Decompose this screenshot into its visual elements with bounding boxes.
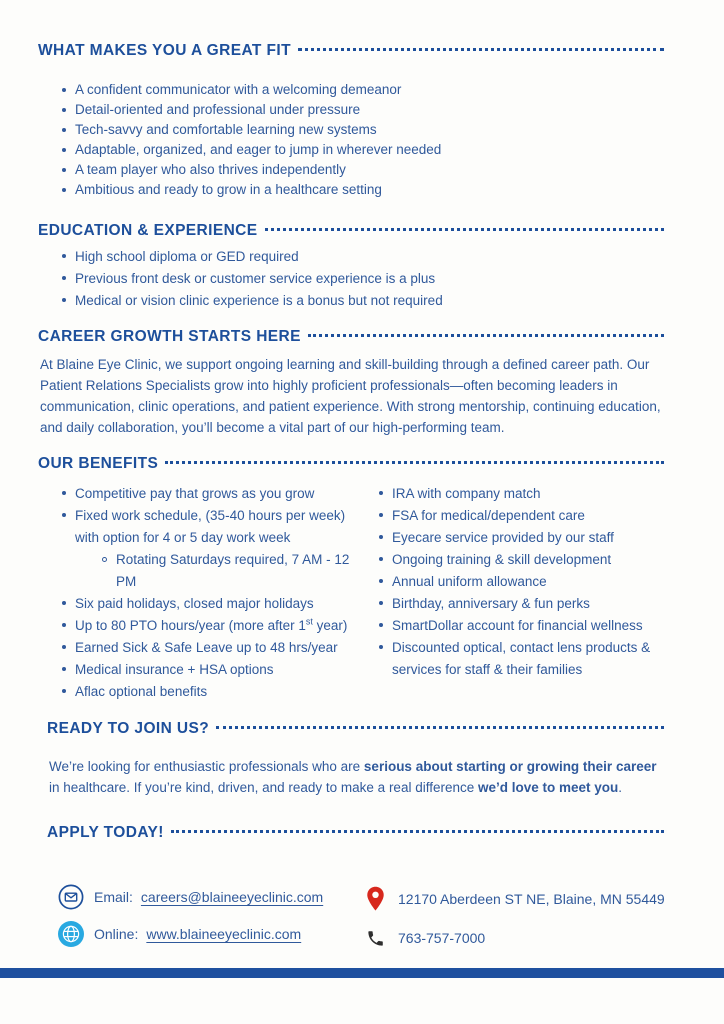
bullet-icon <box>62 168 66 172</box>
bullet-icon <box>62 689 66 693</box>
benefit-text: Six paid holidays, closed major holidays <box>75 596 314 611</box>
career-growth-paragraph: At Blaine Eye Clinic, we support ongoing learning and skill-building through a defined career path. Our Patient Relations Specialists grow into highly proficient professionals—often becoming leaders in communication, clinic operations, and patient experience. With strong mentorship, continuing education, and daily collaboration, you’ll become a vital part of our high-performing team. <box>40 357 661 435</box>
bullet-icon <box>379 557 383 561</box>
email-row <box>58 884 362 910</box>
list-item <box>62 100 664 120</box>
phone-icon <box>362 925 388 951</box>
bullet-icon <box>62 623 66 627</box>
benefit-item <box>62 483 363 505</box>
benefit-sub-item <box>102 549 363 593</box>
list-item-text: Adaptable, organized, and eager to jump in wherever needed <box>75 142 442 157</box>
list-item-text: A confident communicator with a welcoming demeanor <box>75 82 402 97</box>
benefit-text: Medical insurance + HSA options <box>75 662 274 677</box>
globe-icon <box>58 921 84 947</box>
benefit-item <box>379 571 664 593</box>
benefit-text: IRA with company match <box>392 486 541 501</box>
ready-bold-text: serious about starting or growing their career <box>363 759 657 774</box>
bullet-icon <box>62 254 66 258</box>
list-item-text: A team player who also thrives independently <box>75 162 346 177</box>
bullet-icon <box>62 276 66 280</box>
contact-left-column <box>58 884 362 962</box>
dotted-leader <box>265 228 664 231</box>
benefit-item <box>62 593 363 615</box>
envelope-icon <box>58 884 84 910</box>
bullet-icon <box>62 491 66 495</box>
bullet-icon <box>62 88 66 92</box>
pto-superscript: st <box>305 616 313 627</box>
bullet-icon <box>62 298 66 302</box>
bullet-icon <box>62 513 66 517</box>
list-item-text: High school diploma or GED required <box>75 249 299 264</box>
section-title-career-growth: CAREER GROWTH STARTS HERE <box>38 328 301 345</box>
education-list <box>38 246 664 312</box>
benefits-left-list <box>38 483 363 703</box>
list-item <box>62 246 664 268</box>
list-item <box>62 290 664 312</box>
section-title-great-fit: WHAT MAKES YOU A GREAT FIT <box>38 42 291 59</box>
section-apply-heading <box>38 824 664 842</box>
ready-paragraph <box>38 756 664 798</box>
email-link[interactable]: careers@blaineeyeclinic.com <box>140 889 324 905</box>
benefit-text: FSA for medical/dependent care <box>392 508 585 523</box>
section-benefits-heading <box>38 455 664 473</box>
bullet-icon <box>379 645 383 649</box>
list-item-text: Medical or vision clinic experience is a bonus but not required <box>75 293 443 308</box>
list-item-text: Previous front desk or customer service experience is a plus <box>75 271 436 286</box>
dotted-leader <box>216 726 664 729</box>
bullet-icon <box>62 108 66 112</box>
benefit-text: Aflac optional benefits <box>75 684 208 699</box>
bullet-icon <box>62 148 66 152</box>
bullet-icon <box>62 601 66 605</box>
benefit-text: Ongoing training & skill development <box>392 552 612 567</box>
contact-right-column <box>362 884 665 962</box>
list-item <box>62 120 664 140</box>
benefit-item <box>379 483 664 505</box>
ready-text: . <box>618 780 623 795</box>
pto-text: Up to 80 PTO hours/year (more after 1 <box>75 618 306 633</box>
list-item <box>62 160 664 180</box>
benefit-item <box>379 527 664 549</box>
website-link[interactable]: www.blaineeyeclinic.com <box>146 926 302 942</box>
bullet-icon <box>62 128 66 132</box>
list-item-text: Detail-oriented and professional under pressure <box>75 102 361 117</box>
ready-text: We’re looking for enthusiastic professionals who are <box>49 759 364 774</box>
section-title-ready: READY TO JOIN US? <box>47 720 210 737</box>
list-item <box>62 180 664 200</box>
dotted-leader <box>308 334 664 337</box>
bullet-icon <box>62 667 66 671</box>
benefit-item <box>62 681 363 703</box>
section-title-education: EDUCATION & EXPERIENCE <box>38 222 258 239</box>
benefit-item <box>379 549 664 571</box>
benefit-text: Rotating Saturdays required, 7 AM - 12 PM <box>116 552 350 589</box>
address-row <box>362 884 665 914</box>
benefit-item <box>62 637 363 659</box>
location-pin-icon <box>362 884 388 914</box>
list-item <box>62 80 664 100</box>
benefits-columns <box>38 483 664 703</box>
section-ready-heading <box>38 720 664 738</box>
bullet-icon <box>62 188 66 192</box>
bullet-icon <box>379 491 383 495</box>
bullet-icon <box>379 601 383 605</box>
footer-accent-bar <box>0 968 724 978</box>
phone-text: 763-757-7000 <box>398 930 486 946</box>
list-item-text: Tech-savvy and comfortable learning new systems <box>75 122 377 137</box>
benefit-text: Annual uniform allowance <box>392 574 547 589</box>
bullet-icon <box>379 513 383 517</box>
contact-block <box>38 884 664 962</box>
benefit-text: Discounted optical, contact lens products & services for staff & their families <box>392 640 651 677</box>
benefit-item <box>62 659 363 681</box>
online-row <box>58 921 362 947</box>
benefit-item <box>379 615 664 637</box>
email-label: Email: <box>94 889 133 905</box>
section-education-heading <box>38 222 664 240</box>
ready-text: in healthcare. If you’re kind, driven, and ready to make a real difference <box>49 780 478 795</box>
benefit-text: Earned Sick & Safe Leave up to 48 hrs/year <box>75 640 338 655</box>
address-text: 12170 Aberdeen ST NE, Blaine, MN 55449 <box>398 891 665 907</box>
bullet-icon <box>62 645 66 649</box>
ready-bold-text: we’d love to meet you <box>478 780 619 795</box>
benefit-item <box>62 615 363 637</box>
benefit-item <box>379 593 664 615</box>
dotted-leader <box>171 830 664 833</box>
benefit-text <box>75 615 347 637</box>
section-title-benefits: OUR BENEFITS <box>38 455 159 472</box>
benefit-text: Fixed work schedule, (35-40 hours per week) with option for 4 or 5 day work week <box>75 508 346 545</box>
benefits-right-list <box>363 483 664 703</box>
benefit-text: Competitive pay that grows as you grow <box>75 486 315 501</box>
dotted-leader <box>298 48 664 51</box>
bullet-icon <box>379 535 383 539</box>
list-item <box>62 140 664 160</box>
list-item <box>62 268 664 290</box>
list-item-text: Ambitious and ready to grow in a healthcare setting <box>75 182 382 197</box>
circle-bullet-icon <box>102 557 107 562</box>
bullet-icon <box>379 623 383 627</box>
benefit-text: Birthday, anniversary & fun perks <box>392 596 590 611</box>
dotted-leader <box>165 461 664 464</box>
online-label: Online: <box>94 926 139 942</box>
benefit-item <box>379 637 664 681</box>
section-title-apply: APPLY TODAY! <box>47 824 164 841</box>
benefit-item <box>379 505 664 527</box>
benefit-text: SmartDollar account for financial wellness <box>392 618 643 633</box>
benefit-item <box>62 505 363 549</box>
pto-text-end: year) <box>312 618 348 633</box>
section-great-fit-heading <box>38 42 664 60</box>
phone-row <box>362 925 665 951</box>
great-fit-list <box>38 80 664 200</box>
benefit-text: Eyecare service provided by our staff <box>392 530 614 545</box>
section-career-growth-heading <box>38 328 664 346</box>
bullet-icon <box>379 579 383 583</box>
